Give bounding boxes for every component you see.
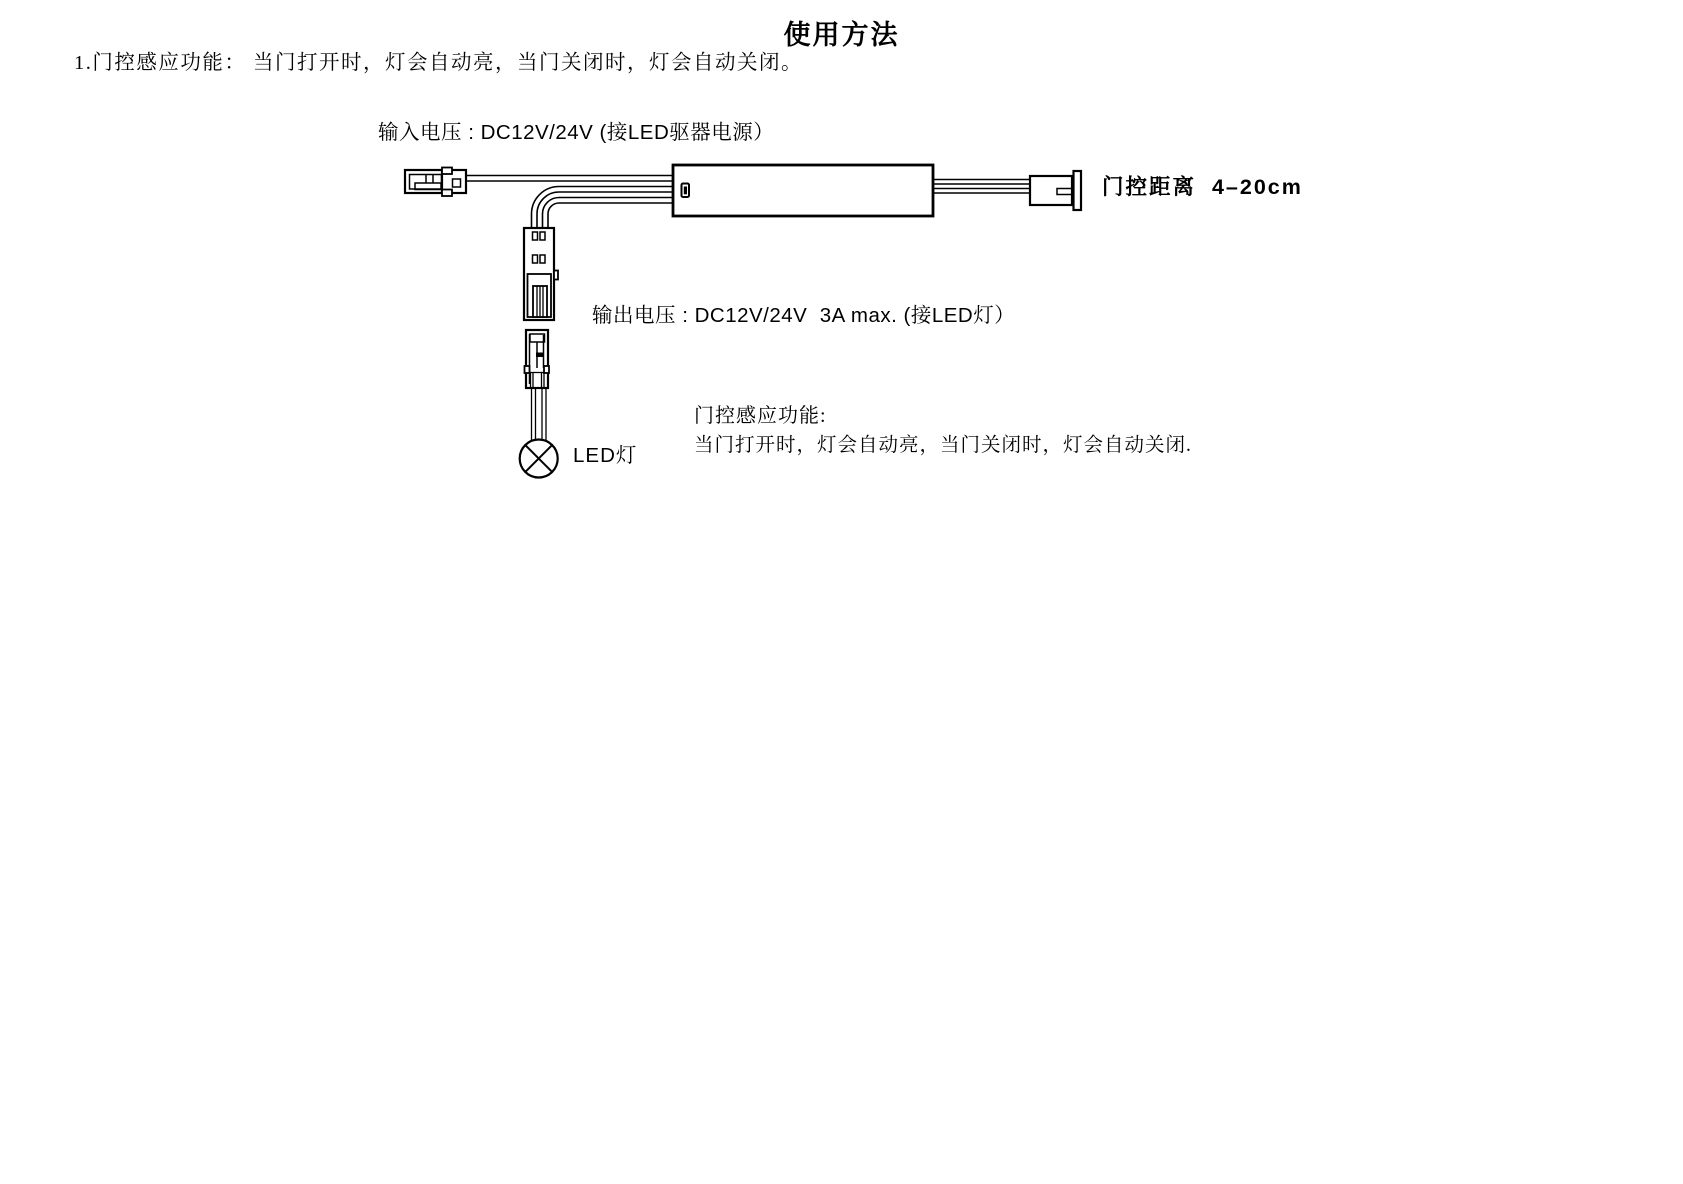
door-distance-label: 门控距离 4–20cm: [1102, 175, 1303, 199]
lamp-wires: [532, 388, 547, 441]
led-lamp-symbol: [520, 440, 558, 478]
page-title: 使用方法: [783, 20, 900, 50]
input-voltage-label: 输入电压 : DC12V/24V (接LED驱器电源）: [378, 121, 775, 144]
intro-line: 1.门控感应功能： 当门打开时，灯会自动亮，当门关闭时，灯会自动关闭。: [74, 52, 803, 74]
output-voltage-label: 输出电压 : DC12V/24V 3A max. (接LED灯）: [592, 304, 1016, 327]
output-receptacle: [524, 228, 558, 320]
controller-box: [673, 165, 933, 216]
input-plug-connector: [405, 168, 466, 197]
door-sensor-head: [1030, 171, 1081, 210]
input-wires: [466, 176, 673, 182]
sensor-wires: [933, 180, 1031, 194]
output-plug: [525, 330, 550, 388]
function-description: 当门打开时，灯会自动亮，当门关闭时，灯会自动关闭.: [694, 435, 1192, 456]
function-title: 门控感应功能:: [694, 405, 827, 427]
output-branch-wires: [532, 187, 674, 230]
led-lamp-label: LED灯: [573, 444, 638, 467]
